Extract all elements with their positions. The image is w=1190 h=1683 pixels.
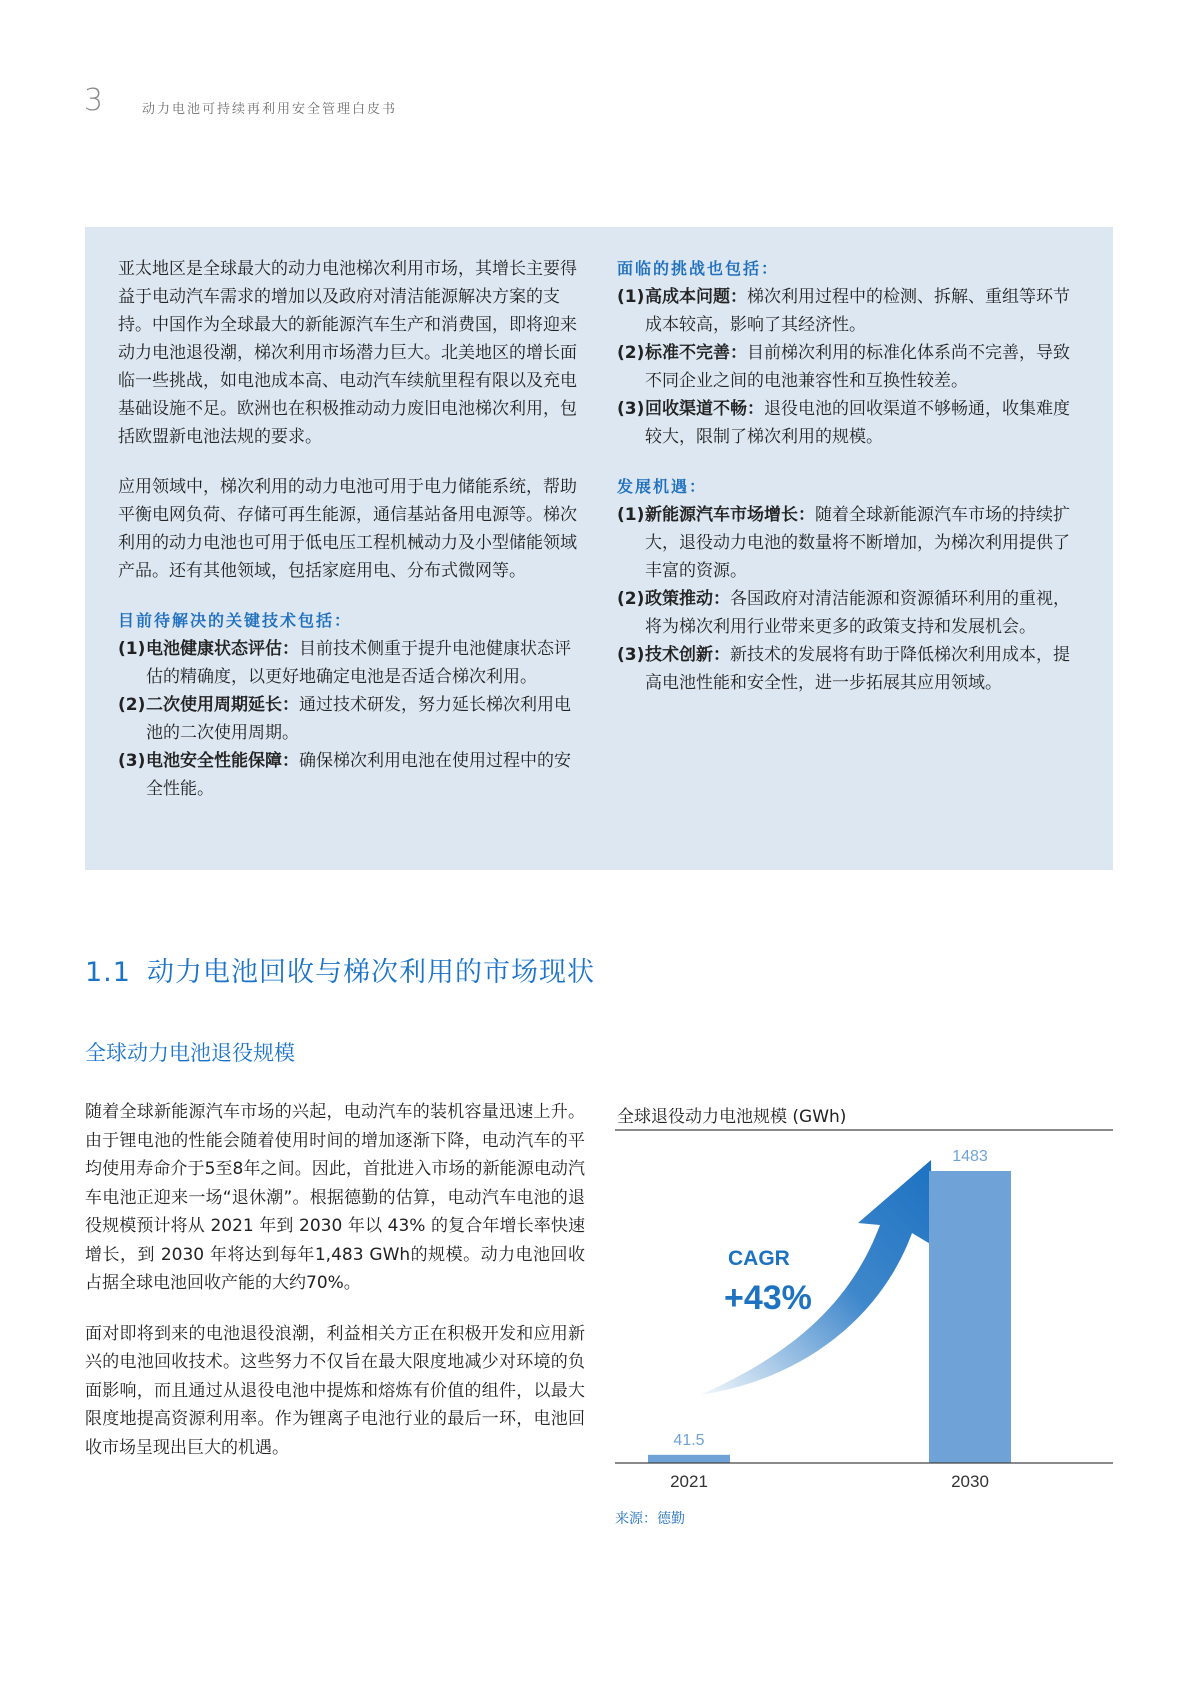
item-text: 通过技术研发，努力延长梯次利用电池的二次使用周期。 [146, 695, 571, 743]
opportunities-list [617, 501, 1085, 697]
list-item [118, 691, 583, 747]
key-tech-list [118, 635, 583, 803]
section-number: 1.1 [85, 957, 131, 988]
item-number: (3) [617, 399, 645, 419]
panel-paragraph: 亚太地区是全球最大的动力电池梯次利用市场，其增长主要得益于电动汽车需求的增加以及政府对清洁能源解决方案的支持。中国作为全球最大的新能源汽车生产和消费国，即将迎来动力电池退役潮，梯次利用市场潜力巨大。北美地区的增长面临一些挑战，如电池成本高、电动汽车续航里程有限以及充电基础设施不足。欧洲也在积极推动动力废旧电池梯次利用，包括欧盟新电池法规的要求。 [118, 259, 577, 447]
item-number: (3) [617, 645, 645, 665]
cagr-value: +43% [724, 1279, 812, 1317]
item-number: (2) [118, 695, 146, 715]
item-text: 随着全球新能源汽车市场的持续扩大，退役动力电池的数量将不断增加，为梯次利用提供了丰富的资源。 [645, 505, 1070, 581]
chart-title: 全球退役动力电池规模 (GWh) [617, 1107, 847, 1127]
section-heading [85, 950, 595, 989]
item-number: (2) [617, 343, 645, 363]
list-item [617, 283, 1085, 339]
opportunities-block [617, 473, 1085, 697]
item-text: 梯次利用过程中的检测、拆解、重组等环节成本较高，影响了其经济性。 [645, 287, 1070, 335]
challenges-heading: 面临的挑战也包括： [617, 259, 780, 278]
page-number: 3 [84, 83, 104, 118]
panel-left-column [118, 255, 583, 803]
item-term: 标准不完善： [645, 343, 747, 363]
list-item [118, 747, 583, 803]
item-number: (1) [118, 639, 146, 659]
body-paragraph: 面对即将到来的电池退役浪潮，利益相关方正在积极开发和应用新兴的电池回收技术。这些努力不仅旨在最大限度地减少对环境的负面影响，而且通过从退役电池中提炼和熔炼有价值的组件，以最大限度地提高资源利用率。作为锂离子电池行业的最后一环，电池回收市场呈现出巨大的机遇。 [85, 1323, 585, 1458]
item-text: 各国政府对清洁能源和资源循环利用的重视，将为梯次利用行业带来更多的政策支持和发展机会。 [645, 589, 1070, 637]
item-term: 技术创新： [645, 645, 730, 665]
item-number: (3) [118, 751, 146, 771]
item-term: 二次使用周期延长： [146, 695, 299, 715]
item-term: 电池健康状态评估： [146, 639, 299, 659]
body-paragraph: 随着全球新能源汽车市场的兴起，电动汽车的装机容量迅速上升。由于锂电池的性能会随着使用时间的增加逐渐下降，电动汽车的平均使用寿命介于5至8年之间。因此，首批进入市场的新能源电动汽车电池正迎来一场“退休潮”。根据德勤的估算，电动汽车电池的退役规模预计将从 2021 年到 2030 年以 43% 的复合年增长率快速增长，到 2030 年将达到每年1,483 GWh的规模。动力电池回收占据全球电池回收产能的大约70%。 [85, 1102, 585, 1293]
panel-right-column [617, 255, 1085, 697]
bar-chart [610, 1095, 1115, 1545]
bar-value-label: 41.5 [673, 1431, 705, 1449]
document-title: 动力电池可持续再利用安全管理白皮书 [142, 102, 398, 117]
list-item [617, 585, 1085, 641]
category-label: 2021 [670, 1472, 708, 1491]
growth-arrow [700, 1160, 932, 1395]
item-text: 确保梯次利用电池在使用过程中的安全性能。 [146, 751, 571, 799]
section-title: 动力电池回收与梯次利用的市场现状 [146, 957, 595, 988]
challenges-list [617, 283, 1085, 451]
subsection-heading: 全球动力电池退役规模 [85, 1041, 295, 1065]
item-text: 目前梯次利用的标准化体系尚不完善，导致不同企业之间的电池兼容性和互换性较差。 [645, 343, 1070, 391]
item-text: 新技术的发展将有助于降低梯次利用成本，提高电池性能和安全性，进一步拓展其应用领域。 [645, 645, 1070, 693]
category-label: 2030 [951, 1472, 989, 1491]
item-term: 高成本问题： [645, 287, 747, 307]
bar-2021 [648, 1455, 730, 1463]
chart-source: 来源：德勤 [615, 1511, 685, 1527]
opportunities-heading: 发展机遇： [617, 477, 708, 496]
list-item [617, 501, 1085, 585]
list-item [617, 641, 1085, 697]
item-number: (1) [617, 505, 645, 525]
bar-value-label: 1483 [952, 1148, 988, 1165]
list-item [617, 339, 1085, 395]
item-number: (1) [617, 287, 645, 307]
body-text [85, 1098, 585, 1462]
panel-paragraph: 应用领域中，梯次利用的动力电池可用于电力储能系统，帮助平衡电网负荷、存储可再生能源，通信基站备用电源等。梯次利用的动力电池也可用于低电压工程机械动力及小型储能领域产品。还有其他领域，包括家庭用电、分布式微网等。 [118, 477, 577, 581]
challenges-block [617, 255, 1085, 451]
item-term: 回收渠道不畅： [645, 399, 764, 419]
list-item [118, 635, 583, 691]
item-text: 退役电池的回收渠道不够畅通，收集难度较大，限制了梯次利用的规模。 [645, 399, 1070, 447]
item-term: 新能源汽车市场增长： [645, 505, 815, 525]
item-term: 电池安全性能保障： [146, 751, 299, 771]
cagr-label: CAGR [728, 1247, 790, 1270]
item-term: 政策推动： [645, 589, 730, 609]
item-text: 目前技术侧重于提升电池健康状态评估的精确度，以更好地确定电池是否适合梯次利用。 [146, 639, 571, 687]
list-item [617, 395, 1085, 451]
bar-2030 [929, 1171, 1011, 1463]
item-number: (2) [617, 589, 645, 609]
key-tech-heading: 目前待解决的关键技术包括： [118, 611, 353, 630]
key-tech-block [118, 607, 583, 803]
